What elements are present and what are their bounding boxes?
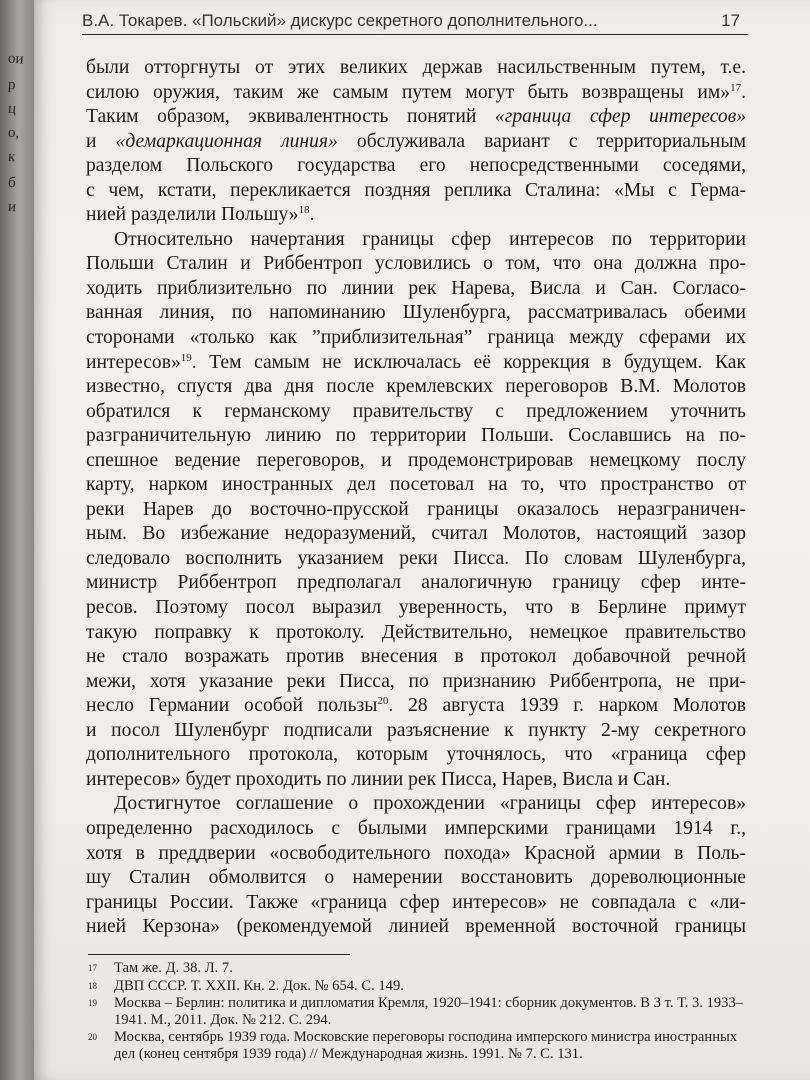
text-line: хотя в преддверии «освободительного похода» Красной армии в Поль-	[86, 842, 746, 864]
text-line: ванная линия, по напоминанию Шуленбурга, рассматривалась обеими	[86, 302, 746, 324]
edge-glyph: ои	[7, 50, 25, 68]
text-line: с чем, кстати, перекликается поздняя реплика Сталина: «Мы с Герма-	[86, 179, 746, 201]
text-line: нией разделили Польшу»$^{18}$.	[86, 204, 315, 226]
text-line: обратился к германскому правительству с предложением уточнить	[86, 400, 746, 422]
paragraph-3	[86, 792, 746, 939]
text-line: интересов» будет проходить по линии рек Писса, Нарев, Висла и Сан.	[86, 768, 671, 790]
footnote-number: 19	[88, 998, 97, 1008]
footnote-text: Там же. Д. 38. Л. 7.	[114, 960, 233, 976]
text-line: следовало восполнить указанием реки Писса. По словам Шуленбурга,	[86, 547, 746, 569]
text-line: Достигнутое соглашение о прохождении «границы сфер интересов»	[114, 793, 746, 815]
footnote-text: Москва – Берлин: политика и дипломатия Кремля, 1920–1941: сборник документов. В 3 т. Т. 3. 1933–1941. М., 2011. Док. № 212. С. 294.	[114, 995, 744, 1028]
text-line: межи, хотя указание реки Писса, по признанию Риббентропа, не при-	[86, 670, 746, 692]
italic-term: «граница сфер интересов»	[494, 106, 746, 128]
edge-glyph: б	[7, 174, 17, 192]
edge-glyph: к	[7, 148, 16, 166]
text-line: реки Нарев до восточно-прусской границы оказалось неразграничен-	[86, 498, 746, 520]
text-line: и посол Шуленбург подписали разъяснение к пункту 2-му секретного	[86, 719, 746, 741]
adjacent-page-edge	[0, 0, 34, 1080]
header-title: В.А. Токарев. «Польский» дискурс секретного дополнительного...	[82, 11, 598, 30]
footnote-ref-18: 18	[298, 204, 310, 217]
text-line: Таким образом, эквивалентность понятий «граница сфер интересов»	[86, 106, 746, 128]
footnote-ref-20: 20	[377, 695, 389, 708]
footnote-number: 20	[88, 1032, 97, 1042]
text-line: ходить приблизительно по линии рек Нарева, Висла и Сан. Согласо-	[86, 277, 746, 299]
text-line: интересов»$^{19}$. Тем самым не исключалась её коррекция в будущем. Как	[86, 351, 746, 373]
running-header	[82, 8, 748, 35]
text-line: несло Германии особой пользы$^{20}$. 28 августа 1939 г. нарком Молотов	[86, 695, 746, 717]
text-line: разграничительную линию по территории Польши. Сославшись на по-	[86, 425, 746, 447]
text-line: Польши Сталин и Риббентроп условились о том, что она должна про-	[86, 253, 746, 275]
text-line: нией Керзона» (рекомендуемой линией временной восточной границы	[86, 916, 746, 938]
paragraph-2	[86, 228, 746, 793]
footnote-ref-19: 19	[180, 351, 192, 364]
book-page	[34, 0, 810, 1080]
footnote-18	[88, 978, 752, 995]
text-line: карту, нарком иностранных дел посетовал на то, что пространство от	[86, 474, 746, 496]
footnotes	[88, 960, 752, 1063]
italic-term: «демаркационная линия»	[115, 130, 338, 152]
text-line: министр Риббентроп предполагал аналогичную границу сфер инте-	[86, 572, 746, 594]
footnote-number: 18	[88, 980, 97, 991]
footnote-number: 17	[88, 963, 97, 973]
footnote-text: ДВП СССР. Т. XXII. Кн. 2. Док. № 654. С. 149.	[114, 977, 404, 994]
edge-glyph: и	[7, 198, 17, 216]
text-line: определенно расходилось с былыми имперскими границами 1914 г.,	[86, 817, 746, 839]
edge-glyph: ц	[7, 100, 17, 118]
text-line: границы России. Также «граница сфер интересов» не совпадала с «ли-	[86, 891, 746, 913]
text-line: ным. Во избежание недоразумений, считал Молотов, настоящий зазор	[86, 523, 746, 545]
text-line: силою оружия, таким же самым путем могут быть возвращены им»$^{17}$.	[86, 81, 746, 103]
footnote-17	[88, 960, 752, 977]
text-line: спешное ведение переговоров, и продемонстрировав немецкому послу	[86, 449, 746, 471]
text-line: известно, спустя два дня после кремлевских переговоров В.М. Молотов	[86, 376, 746, 398]
text-line: сторонами «только как ”приблизительная” граница между сферами их	[86, 327, 746, 349]
text-line: шу Сталин обмолвится о намерении восстановить дореволюционные	[86, 867, 746, 889]
edge-glyph: р	[7, 76, 17, 94]
footnote-ref-17: 17	[730, 81, 742, 94]
body-text	[86, 56, 746, 940]
text-line: не стало возражать против внесения в протокол добавочной речной	[86, 646, 746, 668]
text-line: были отторгнуты от этих великих держав насильственным путем, т.е.	[86, 57, 746, 78]
text-line: дополнительного протокола, которым уточнялось, что «граница сфер	[86, 744, 746, 766]
text-line: и «демаркационная линия» обслуживала вариант с территориальным	[86, 130, 746, 152]
footnote-text: Москва, сентябрь 1939 года. Московские переговоры господина имперского министра иностранных дел (конец сентября 1939 года) // Международная жизнь. 1991. № 7. С. 131.	[114, 1029, 738, 1062]
text-line: ресов. Поэтому посол выразил уверенность, что в Берлине примут	[86, 597, 746, 619]
paragraph-1	[86, 56, 746, 228]
footnote-divider	[88, 954, 350, 955]
edge-glyph: о,	[7, 124, 20, 142]
text-line: Относительно начертания границы сфер интересов по территории	[114, 228, 746, 250]
footnote-20	[88, 1029, 752, 1062]
footnote-19	[88, 995, 752, 1028]
page-number: 17	[721, 11, 740, 30]
text-line: такую поправку к протоколу. Действительно, немецкое правительство	[86, 621, 746, 643]
text-line: разделом Польского государства его непосредственными соседями,	[86, 155, 746, 177]
